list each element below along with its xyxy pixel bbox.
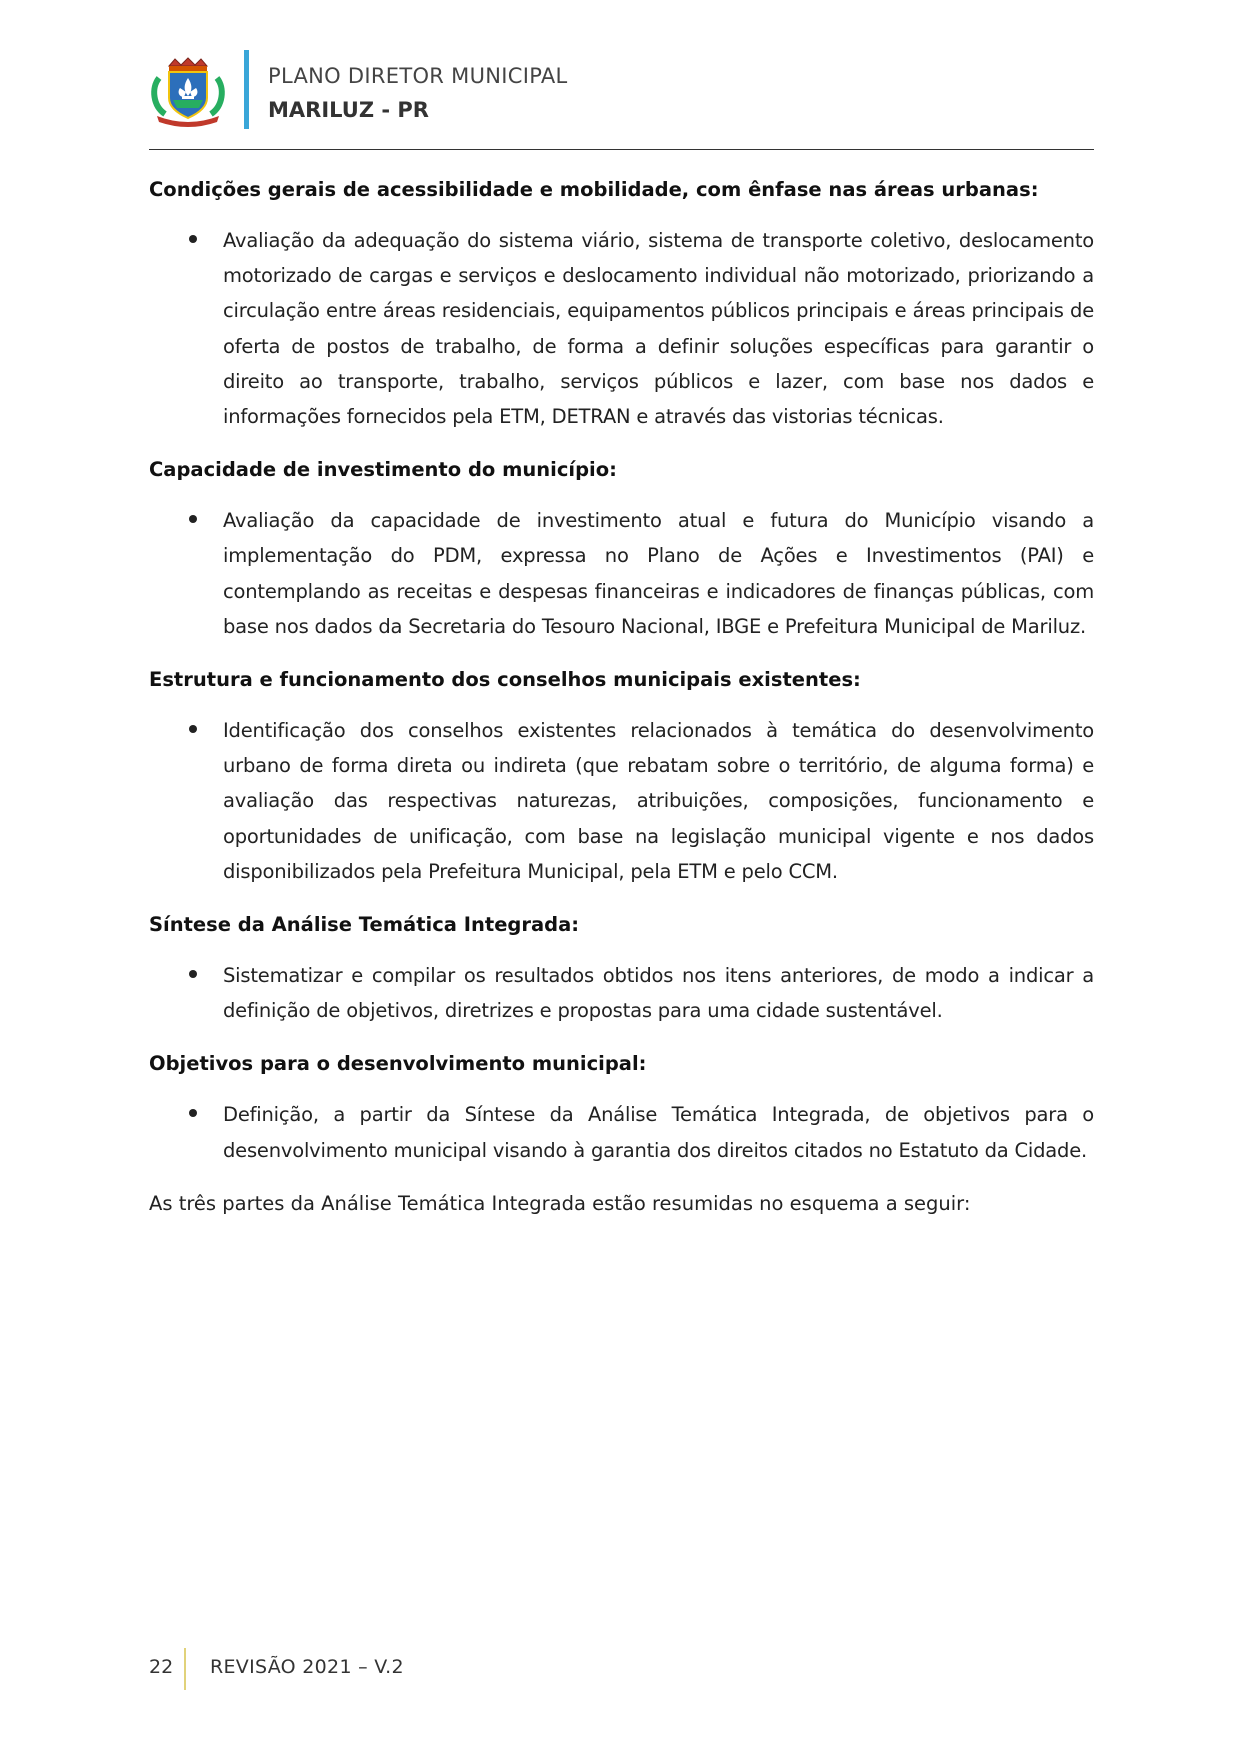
bullet-list-item bbox=[149, 1097, 1094, 1167]
bullet-text: Definição, a partir da Síntese da Análise Temática Integrada, de objetivos para o desenvolvimento municipal visando à garantia dos direitos citados no Estatuto da Cidade. bbox=[223, 1103, 1094, 1162]
bullet-icon bbox=[189, 1109, 197, 1117]
bullet-list-item bbox=[149, 223, 1094, 434]
section-heading: Síntese da Análise Temática Integrada: bbox=[149, 913, 580, 937]
bullet-list-item bbox=[149, 958, 1094, 1028]
bullet-list-item bbox=[149, 503, 1094, 644]
section-heading: Objetivos para o desenvolvimento municipal: bbox=[149, 1052, 647, 1076]
page-number: 22 bbox=[149, 1656, 174, 1678]
bullet-icon bbox=[189, 235, 197, 243]
section-heading: Capacidade de investimento do município: bbox=[149, 458, 617, 482]
page-footer bbox=[149, 1648, 549, 1690]
revision-label: REVISÃO 2021 – V.2 bbox=[210, 1656, 404, 1678]
closing-paragraph: As três partes da Análise Temática Integrada estão resumidas no esquema a seguir: bbox=[149, 1191, 971, 1215]
header-subtitle: MARILUZ - PR bbox=[268, 98, 429, 122]
bullet-text: Sistematizar e compilar os resultados obtidos nos itens anteriores, de modo a indicar a definição de objetivos, diretrizes e propostas para uma cidade sustentável. bbox=[223, 964, 1094, 1023]
section-heading: Condições gerais de acessibilidade e mobilidade, com ênfase nas áreas urbanas: bbox=[149, 178, 1039, 201]
header-accent-bar bbox=[244, 50, 249, 129]
header-title: PLANO DIRETOR MUNICIPAL bbox=[268, 64, 568, 88]
bullet-text: Avaliação da adequação do sistema viário, sistema de transporte coletivo, deslocamento motorizado de cargas e serviços e deslocamento individual não motorizado, priorizando a circulação entre áreas residenciais, equipamentos públicos principais e áreas principais de oferta de postos de trabalho, de forma a definir soluções específicas para garantir o direito ao transporte, trabalho, serviços públicos e lazer, com base nos dados e informações fornecidos pela ETM, DETRAN e através das vistorias técnicas. bbox=[223, 229, 1094, 429]
bullet-icon bbox=[189, 970, 197, 978]
municipal-coat-of-arms-icon bbox=[149, 56, 227, 128]
bullet-list-item bbox=[149, 713, 1094, 889]
bullet-text: Avaliação da capacidade de investimento atual e futura do Município visando a implementação do PDM, expressa no Plano de Ações e Investimentos (PAI) e contemplando as receitas e despesas financeiras e indicadores de finanças públicas, com base nos dados da Secretaria do Tesouro Nacional, IBGE e Prefeitura Municipal de Mariluz. bbox=[223, 509, 1094, 638]
bullet-icon bbox=[189, 515, 197, 523]
footer-divider bbox=[184, 1648, 186, 1690]
bullet-text: Identificação dos conselhos existentes relacionados à temática do desenvolvimento urbano de forma direta ou indireta (que rebatam sobre o território, de alguma forma) e avaliação das respectivas naturezas, atribuições, composições, funcionamento e oportunidades de unificação, com base na legislação municipal vigente e nos dados disponibilizados pela Prefeitura Municipal, pela ETM e pelo CCM. bbox=[223, 719, 1094, 883]
page-header bbox=[149, 50, 1094, 150]
document-body bbox=[149, 172, 1094, 1221]
bullet-icon bbox=[189, 725, 197, 733]
section-heading: Estrutura e funcionamento dos conselhos municipais existentes: bbox=[149, 668, 861, 692]
header-divider bbox=[149, 149, 1094, 150]
